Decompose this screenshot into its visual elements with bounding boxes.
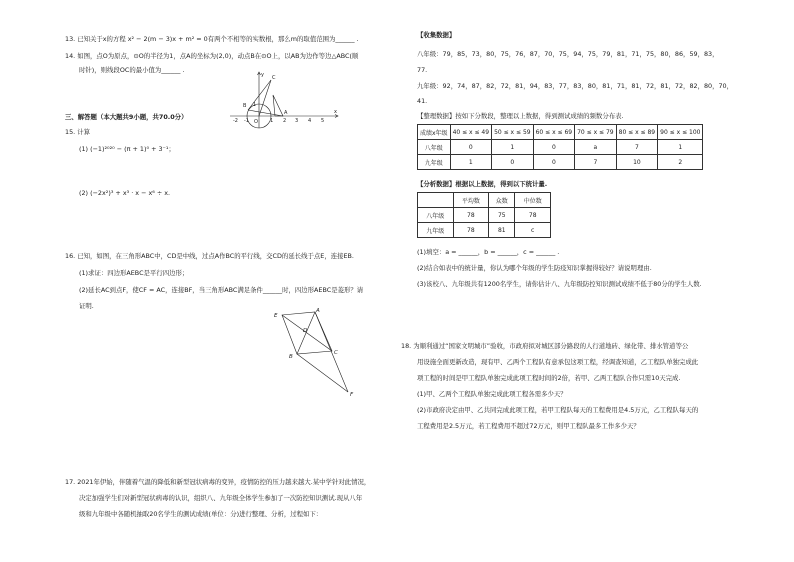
fig-label-b: B — [289, 354, 293, 360]
tick-x-neg2: -2 — [233, 118, 238, 124]
table-header-cell: 平均数 — [453, 193, 489, 208]
tick-x-5: 5 — [321, 118, 325, 124]
table-cell: 九年级 — [418, 155, 451, 170]
q16-part2-line1: (2)延长AC到点F，使CF = AC，连接BF，当三角形ABC满足条件______时，四边形AEBC是菱形？请 — [79, 286, 364, 294]
axis-y-label: y — [261, 72, 264, 78]
table-cell: 2 — [658, 155, 703, 170]
point-a-label: A — [284, 110, 288, 116]
table-row — [418, 125, 703, 140]
q17-part2: (2)结合如表中的统计量，你认为哪个年级的学生防疫知识掌握得较好？请说明理由. — [417, 264, 652, 272]
table-cell: 八年级 — [418, 140, 451, 155]
table-cell: 0 — [450, 140, 492, 155]
fig-label-e: E — [274, 313, 278, 319]
section-3-heading: 三、解答题（本大题共9小题，共70.0分） — [65, 113, 188, 121]
grade8-data-line2: 77. — [417, 66, 428, 74]
table-header-cell: 中位数 — [515, 193, 551, 208]
analyze-heading: 【分析数据】根据以上数据，得到以下统计量. — [417, 180, 548, 188]
table-cell: 81 — [489, 223, 515, 238]
table-cell: 1 — [450, 155, 492, 170]
q17-line2: 决定加强学生们对新型冠状病毒的认识，组织八、九年级全体学生参加了一次防控知识测试.现从八年 — [79, 494, 363, 502]
fig-label-a: A — [316, 308, 320, 314]
q16-part2-line2: 证明. — [79, 302, 94, 310]
q14-line2: 时针)，则线段OC的最小值为______ . — [79, 66, 185, 74]
table-cell: c — [515, 223, 551, 238]
grade8-data-line1: 八年级：79，85，73，80，75，76，87，70，75，94，75，79，81，71，75，80，86，59，83， — [417, 50, 719, 58]
table-header-cell: 成绩x年级 — [418, 125, 451, 140]
table-cell: 0 — [492, 155, 534, 170]
q17-line1: 17. 2021年伊始，伴随着气温的降低和新型冠状病毒的变异，疫情防控的压力越来越大.某中学针对此情况， — [65, 478, 371, 486]
fig-label-f: F — [350, 392, 354, 398]
table-cell: 7 — [616, 140, 658, 155]
coordinate-graph — [228, 70, 340, 130]
tick-x-4: 4 — [308, 118, 312, 124]
table-header-cell: 80 ≤ x ≤ 89 — [616, 125, 658, 140]
table-header-cell: 50 ≤ x ≤ 59 — [492, 125, 534, 140]
point-b-label: B — [243, 103, 247, 109]
q17-line3: 级和九年级中各随机抽取20名学生的测试成绩(单位：分)进行整理、分析，过程如下： — [79, 510, 323, 518]
tick-x-3: 3 — [295, 118, 299, 124]
table-header-cell — [418, 193, 454, 208]
axis-x-label: x — [334, 109, 337, 115]
table-cell: 10 — [616, 155, 658, 170]
q18-line1: 18. 为顺利通过“国家文明城市”验收，市政府拟对城区部分路段的人行道地砖、绿化带、排水管道等公 — [401, 342, 689, 350]
q18-line3: 项工程的时间是甲工程队单独完成此项工程时间的2倍，若甲、乙两工程队合作只需10天完成. — [417, 374, 681, 382]
point-c-label: C — [272, 75, 276, 81]
q13-text: 13. 已知关于x的方程 x² − 2(m − 3)x + m² = 0有两个不相等的实数根，那么m的取值范围为______ . — [65, 35, 359, 43]
table-row — [418, 140, 703, 155]
table-cell: 78 — [453, 223, 489, 238]
table-header-cell: 90 ≤ x ≤ 100 — [658, 125, 703, 140]
q18-line2: 用设施全面更新改造，现有甲、乙两个工程队有意承包这项工程，经调查知道，乙工程队单独完成此 — [417, 358, 699, 366]
q18-part2-line1: (2)市政府决定由甲、乙共同完成此项工程，若甲工程队每天的工程费用是4.5万元，乙工程队每天的 — [417, 406, 699, 414]
table-cell: 九年级 — [418, 223, 454, 238]
q16-part1: (1)求证：四边形AEBC是平行四边形； — [79, 269, 189, 277]
table-row — [418, 155, 703, 170]
tick-x-2: 2 — [283, 118, 287, 124]
grade9-data-line1: 九年级：92，74，87，82，72，81，94，83，77，83，80，81，71，81，72，81，72，82，80，70， — [417, 82, 734, 90]
q15-part1: (1) (−1)²⁰²⁰ − (π + 1)⁰ + 3⁻¹； — [79, 145, 175, 153]
table-cell: 1 — [492, 140, 534, 155]
table-cell: 0 — [533, 140, 575, 155]
table-cell: 0 — [533, 155, 575, 170]
table-cell: 7 — [575, 155, 617, 170]
table-header-cell: 70 ≤ x ≤ 79 — [575, 125, 617, 140]
tick-x-1: 1 — [270, 118, 274, 124]
q14-line1: 14. 如图，点O为原点，⊙O的半径为1，点A的坐标为(2,0)，动点B在⊙O上，以AB为边作等边△ABC(顺 — [65, 52, 359, 60]
q16-line1: 16. 已知，如图，在三角形ABC中，CD是中线，过点A作BC的平行线，交CD的延长线于点E，连接EB. — [65, 252, 354, 260]
table-cell: 八年级 — [418, 208, 454, 223]
table-row — [418, 208, 551, 223]
parallelogram-figure — [270, 306, 362, 400]
origin-label: O — [254, 119, 258, 125]
organize-text: 【整理数据】按如下分数段，整理以上数据，得到测试成绩的频数分布表. — [417, 112, 624, 120]
table-cell: 78 — [515, 208, 551, 223]
q17-part1: (1)填空：a = ______，b = ______，c = ______ . — [417, 248, 560, 256]
q15-part2: (2) (−2x²)³ + x³ · x − x⁶ ÷ x. — [79, 189, 171, 197]
tick-x-neg1: -1 — [244, 118, 249, 124]
fig-label-d: D — [303, 328, 308, 334]
tick-y-1: 1 — [253, 102, 257, 108]
table-cell: 78 — [453, 208, 489, 223]
q18-part2-line2: 工程费用是2.5万元，若工程费用不超过72万元，则甲工程队最多工作多少天？ — [417, 422, 640, 430]
table-cell: 1 — [658, 140, 703, 155]
q15-title: 15. 计算 — [65, 128, 90, 136]
table-cell: 75 — [489, 208, 515, 223]
q17-part3: (3)该校八、九年级共有1200名学生，请你估计八、九年级防控知识测试成绩不低于80分的学生人数. — [417, 280, 702, 288]
grade9-data-line2: 41. — [417, 97, 428, 105]
collect-heading: 【收集数据】 — [417, 31, 456, 39]
table-row — [418, 223, 551, 238]
table-header-cell: 众数 — [489, 193, 515, 208]
table-cell: a — [575, 140, 617, 155]
table-row — [418, 193, 551, 208]
q18-part1: (1)甲、乙两个工程队单独完成此项工程各需多少天？ — [417, 390, 567, 398]
fig-label-c: C — [334, 350, 338, 356]
statistics-table — [417, 192, 551, 238]
table-header-cell: 40 ≤ x ≤ 49 — [450, 125, 492, 140]
table-header-cell: 60 ≤ x ≤ 69 — [533, 125, 575, 140]
frequency-table — [417, 124, 703, 170]
